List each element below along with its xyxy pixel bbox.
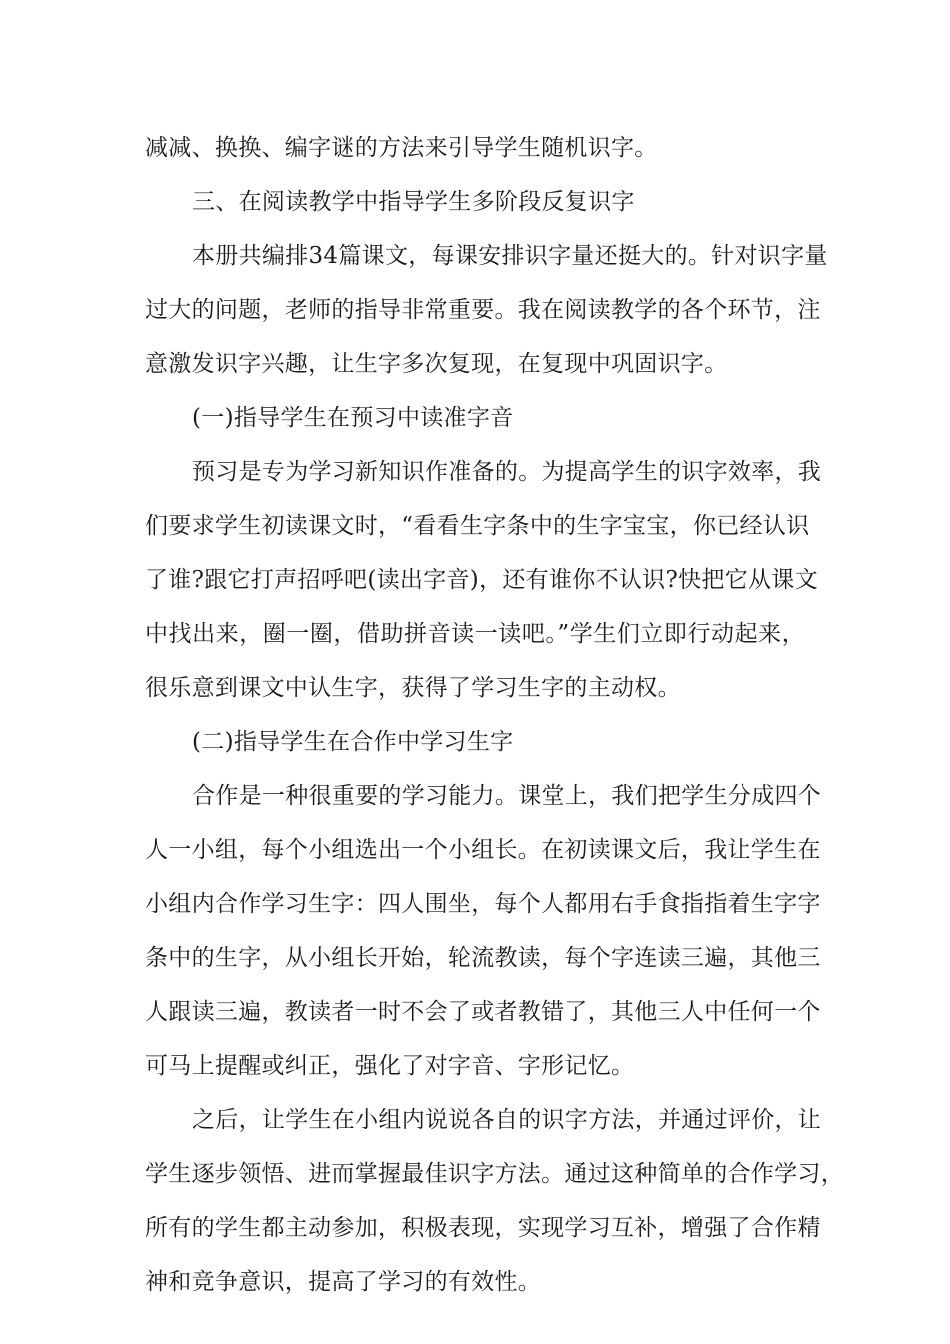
text-line: 意激发识字兴趣，让生字多次复现，在复现中巩固识字。 bbox=[145, 351, 728, 377]
text-line: 人跟读三遍，教读者一时不会了或者教错了，其他三人中任何一个 bbox=[145, 999, 821, 1025]
text-line: 过大的问题，老师的指导非常重要。我在阅读教学的各个环节，注 bbox=[145, 297, 821, 323]
subsection-heading: (二)指导学生在合作中学习生字 bbox=[192, 729, 514, 755]
text-line: 神和竞争意识，提高了学习的有效性。 bbox=[145, 1269, 542, 1295]
text-line: 条中的生字，从小组长开始，轮流教读，每个字连读三遍，其他三 bbox=[145, 945, 821, 971]
text-line: 学生逐步领悟、进而掌握最佳识字方法。通过这种简单的合作学习， bbox=[145, 1161, 844, 1187]
text-line: 可马上提醒或纠正，强化了对字音、字形记忆。 bbox=[145, 1053, 635, 1079]
text-line: 预习是专为学习新知识作准备的。为提高学生的识字效率，我 bbox=[192, 459, 822, 485]
text-line: 了谁?跟它打声招呼吧(读出字音)，还有谁你不认识?快把它从课文 bbox=[145, 567, 818, 593]
subsection-heading: (一)指导学生在预习中读准字音 bbox=[192, 405, 514, 431]
text-line: 所有的学生都主动参加，积极表现，实现学习互补，增强了合作精 bbox=[145, 1215, 821, 1241]
text-line: 之后，让学生在小组内说说各自的识字方法，并通过评价，让 bbox=[192, 1107, 822, 1133]
text-line: 人一小组，每个小组选出一个小组长。在初读课文后，我让学生在 bbox=[145, 837, 821, 863]
text-line: 合作是一种很重要的学习能力。课堂上，我们把学生分成四个 bbox=[192, 783, 822, 809]
text-line: 们要求学生初读课文时，“看看生字条中的生字宝宝，你已经认识 bbox=[145, 513, 810, 539]
text-line: 中找出来，圈一圈，借助拼音读一读吧。”学生们立即行动起来， bbox=[145, 621, 805, 647]
text-line: 小组内合作学习生字：四人围坐，每个人都用右手食指指着生字字 bbox=[145, 891, 821, 917]
section-heading: 三、在阅读教学中指导学生多阶段反复识字 bbox=[192, 189, 635, 215]
text-line: 减减、换换、编字谜的方法来引导学生随机识字。 bbox=[145, 135, 658, 161]
text-line: 本册共编排34篇课文，每课安排识字量还挺大的。针对识字量 bbox=[192, 243, 828, 269]
text-line: 很乐意到课文中认生字，获得了学习生字的主动权。 bbox=[145, 675, 681, 701]
